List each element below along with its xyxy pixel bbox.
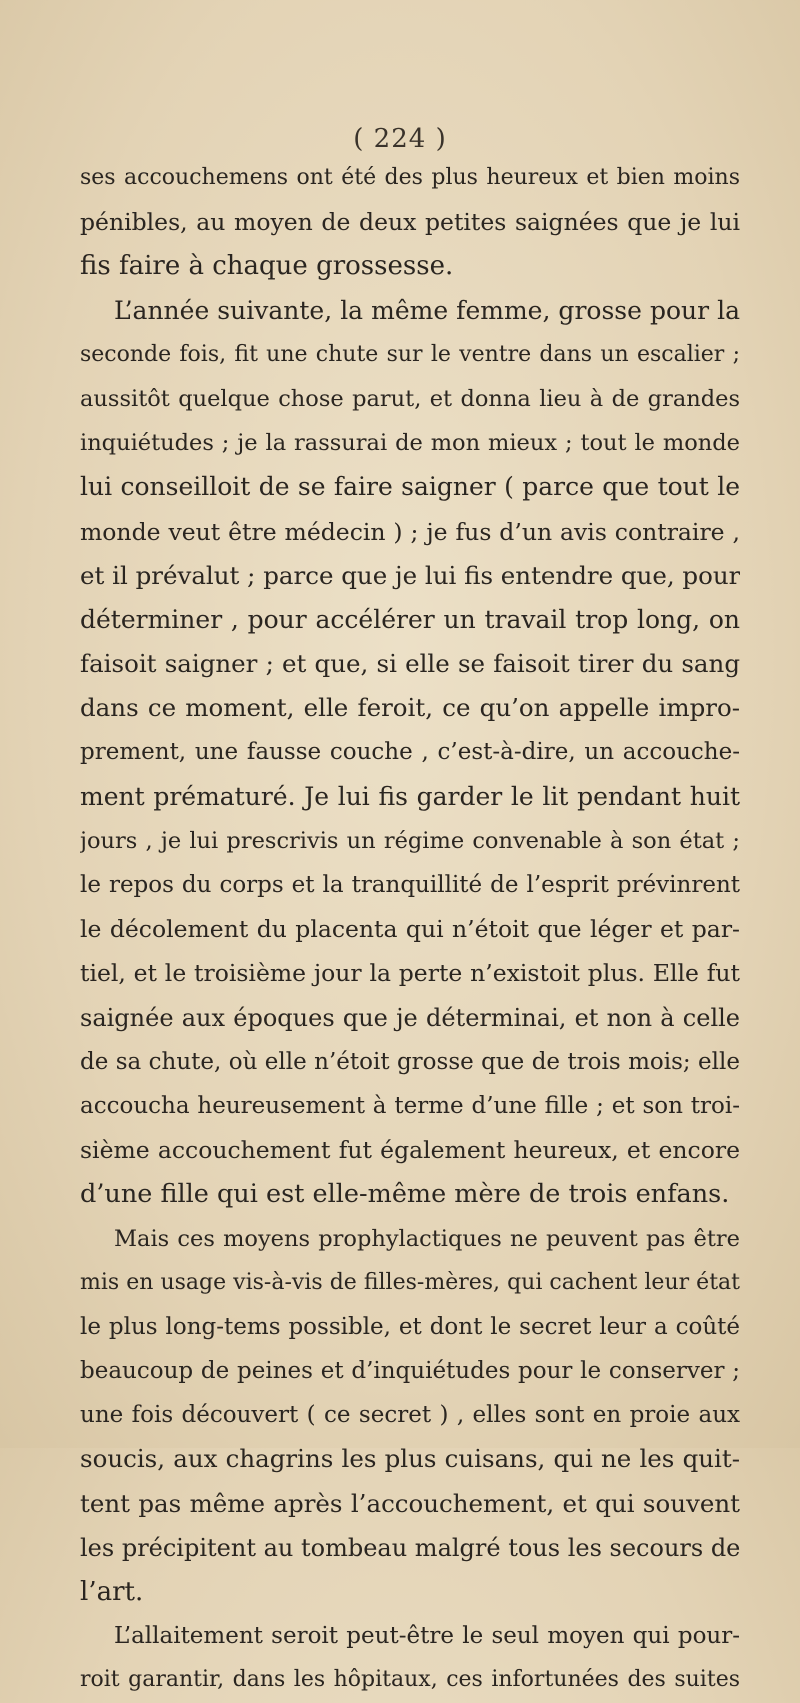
text-line: l’art. — [80, 1577, 144, 1607]
text-line: accoucha heureusement à terme d’une fille ; et son troi- — [80, 1092, 740, 1119]
text-line: Mais ces moyens prophylactiques ne peuvent pas être — [114, 1225, 740, 1252]
text-line: seconde fois, fit une chute sur le ventre dans un escalier ; — [80, 341, 740, 367]
text-line: dans ce moment, elle feroit, ce qu’on appelle impro- — [80, 693, 740, 723]
text-line: ment prématuré. Je lui fis garder le lit pendant huit — [80, 781, 740, 811]
text-line: d’une fille qui est elle-même mère de trois enfans. — [80, 1179, 730, 1210]
text-line: L’allaitement seroit peut-être le seul moyen qui pour- — [114, 1623, 740, 1650]
text-line: une fois découvert ( ce secret ) , elles sont en proie aux — [80, 1402, 740, 1429]
text-line: prement, une fausse couche , c’est-à-dire, un accouche- — [80, 739, 740, 766]
text-line: pénibles, au moyen de deux petites saignées que je lui — [80, 208, 740, 237]
text-line: lui conseilloit de se faire saigner ( parce que tout le — [80, 472, 740, 502]
text-line: sième accouchement fut également heureux, et encore — [80, 1136, 740, 1165]
text-line: L’année suivante, la même femme, grosse pour la — [114, 295, 740, 325]
text-line: inquiétudes ; je la rassurai de mon mieux ; tout le monde — [80, 430, 740, 457]
text-line: et il prévalut ; parce que je lui fis entendre que, pour — [80, 560, 740, 590]
text-line: faisoit saigner ; et que, si elle se faisoit tirer du sang — [80, 649, 740, 679]
text-line: aussitôt quelque chose parut, et donna lieu à de grandes — [80, 385, 740, 412]
text-line: le décolement du placenta qui n’étoit que léger et par- — [80, 915, 740, 944]
text-line: fis faire à chaque grossesse. — [80, 251, 454, 282]
text-line: déterminer , pour accélérer un travail trop long, on — [80, 604, 740, 634]
text-line: beaucoup de peines et d’inquiétudes pour le conserver ; — [80, 1358, 740, 1385]
text-line: les précipitent au tombeau malgré tous les secours de — [80, 1533, 740, 1562]
text-line: le repos du corps et la tranquillité de l’esprit prévinrent — [80, 872, 740, 898]
page-number: ( 224 ) — [353, 124, 447, 154]
text-line: monde veut être médecin ) ; je fus d’un avis contraire , — [80, 517, 740, 546]
text-line: tent pas même après l’accouchement, et qui souvent — [80, 1488, 740, 1518]
text-line: ses accouchemens ont été des plus heureux et bien moins — [80, 165, 740, 190]
text-line: saignée aux époques que je déterminai, et non à celle — [80, 1003, 740, 1032]
text-line: le plus long-tems possible, et dont le secret leur a coûté — [80, 1313, 740, 1340]
body-text — [80, 156, 740, 1703]
text-line: de sa chute, où elle n’étoit grosse que de trois mois; elle — [80, 1048, 740, 1075]
text-line: tiel, et le troisième jour la perte n’existoit plus. Elle fut — [80, 959, 740, 988]
text-line: soucis, aux chagrins les plus cuisans, qui ne les quit- — [80, 1444, 740, 1474]
text-line: roit garantir, dans les hôpitaux, ces infortunées des suites — [80, 1667, 740, 1693]
text-line: jours , je lui prescrivis un régime convenable à son état ; — [80, 827, 740, 854]
text-line: mis en usage vis-à-vis de filles-mères, qui cachent leur état — [80, 1269, 740, 1295]
